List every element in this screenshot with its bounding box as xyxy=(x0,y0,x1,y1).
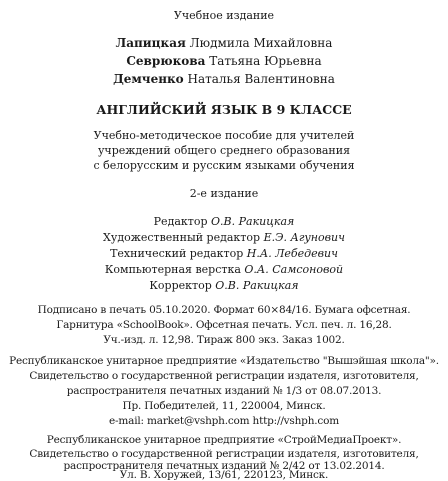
subtitle-line-1: Учебно-методическое пособие для учителей xyxy=(93,129,355,142)
edition-number: 2-е издание xyxy=(189,187,259,200)
publisher-contacts: e-mail: market@vshph.com http://vshph.com xyxy=(109,415,339,427)
printer-address: Ул. В. Хоружей, 13/61, 220123, Минск. xyxy=(119,469,329,481)
credit-role: Художественный редактор xyxy=(103,231,261,244)
publisher-line-2: Свидетельство о государственной регистрации издателя, изготовителя, xyxy=(29,370,419,382)
author-given-names: Людмила Михайловна xyxy=(189,36,333,50)
author-line-1 xyxy=(0,37,448,49)
author-given-names: Наталья Валентиновна xyxy=(187,72,335,86)
author-surname: Демченко xyxy=(113,72,184,86)
credit-art-editor xyxy=(0,232,448,243)
credit-name: О.В. Ракицкая xyxy=(211,215,295,228)
print-info-line-1: Подписано в печать 05.10.2020. Формат 60×84/16. Бумага офсетная. xyxy=(37,304,411,316)
credit-layout xyxy=(0,264,448,275)
credit-role: Корректор xyxy=(149,279,212,292)
credit-name: О.А. Самсоновой xyxy=(244,263,344,276)
printer-line-2: Свидетельство о государственной регистрации издателя, изготовителя, xyxy=(29,448,419,460)
subtitle-line-2: учреждений общего среднего образования xyxy=(97,144,351,157)
printer-line-3: распространителя печатных изданий № 2/42 от 13.02.2014. xyxy=(63,460,385,472)
publisher-line-3: распространителя печатных изданий № 1/3 от 08.07.2013. xyxy=(66,385,382,397)
credit-name: Е.Э. Агунович xyxy=(263,231,345,244)
subtitle-line-3: с белорусским и русским языками обучения xyxy=(93,159,355,172)
credit-tech-editor xyxy=(0,248,448,259)
edition-type: Учебное издание xyxy=(173,9,275,22)
credit-role: Технический редактор xyxy=(110,247,244,260)
printer-line-1: Республиканское унитарное предприятие «СтройМедиаПроект». xyxy=(46,434,402,446)
credit-name: О.В. Ракицкая xyxy=(215,279,299,292)
publisher-address: Пр. Победителей, 11, 220004, Минск. xyxy=(122,400,326,412)
credit-role: Редактор xyxy=(153,215,208,228)
credit-role: Компьютерная верстка xyxy=(104,263,241,276)
credit-editor xyxy=(0,216,448,227)
credit-name: Н.А. Лебедевич xyxy=(246,247,338,260)
credit-proofreader xyxy=(0,280,448,291)
print-info-line-3: Уч.-изд. л. 12,98. Тираж 800 экз. Заказ 1002. xyxy=(103,334,345,346)
publisher-line-1: Республиканское унитарное предприятие «Издательство "Вышэйшая школа"». xyxy=(9,355,439,367)
author-surname: Севрюкова xyxy=(126,54,206,68)
book-title: АНГЛИЙСКИЙ ЯЗЫК В 9 КЛАССЕ xyxy=(96,102,352,117)
author-given-names: Татьяна Юрьевна xyxy=(209,54,322,68)
print-info-line-2: Гарнитура «SchoolBook». Офсетная печать. Усл. печ. л. 16,28. xyxy=(56,319,392,331)
author-line-3 xyxy=(0,73,448,85)
author-line-2 xyxy=(0,55,448,67)
author-surname: Лапицкая xyxy=(115,36,186,50)
